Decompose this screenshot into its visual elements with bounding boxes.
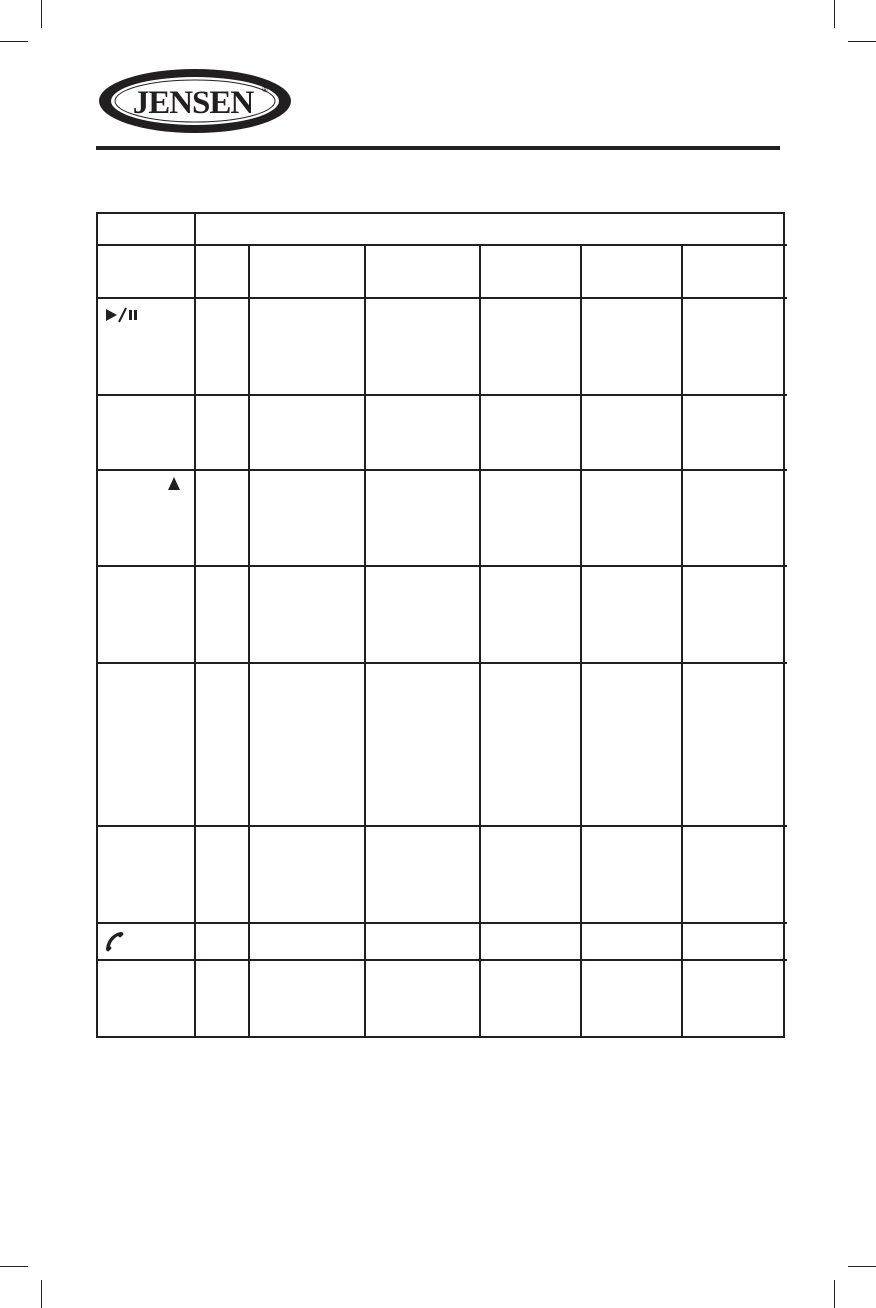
crop-mark-top-right-h — [848, 41, 876, 42]
table-cell — [98, 214, 196, 246]
table-cell — [481, 396, 582, 471]
table-cell — [582, 961, 683, 1037]
eject-icon — [168, 477, 180, 491]
table-cell — [582, 299, 683, 396]
table-cell — [683, 396, 787, 471]
table-cell — [582, 664, 683, 827]
table-cell — [481, 664, 582, 827]
table-cell — [481, 471, 582, 567]
table-cell — [98, 827, 196, 924]
header-rule — [96, 146, 780, 150]
table-cell — [366, 924, 481, 961]
table-cell — [582, 246, 683, 299]
crop-mark-bottom-left-h — [0, 1266, 28, 1267]
table-cell — [582, 567, 683, 664]
table-cell — [98, 246, 196, 299]
jensen-logo — [98, 68, 294, 134]
table-cell — [366, 567, 481, 664]
table-cell — [582, 396, 683, 471]
table-cell — [683, 299, 787, 396]
table-cell — [98, 664, 196, 827]
table-cell — [683, 924, 787, 961]
table-row-label — [98, 299, 196, 396]
crop-mark-top-left-h — [0, 41, 28, 42]
table-cell — [366, 396, 481, 471]
table-cell — [196, 246, 250, 299]
table-cell — [683, 961, 787, 1037]
table-cell — [250, 961, 366, 1037]
table-cell — [250, 827, 366, 924]
crop-mark-bottom-left-v — [41, 1280, 42, 1308]
table-cell — [196, 827, 250, 924]
table-cell — [250, 924, 366, 961]
crop-mark-bottom-right-v — [834, 1280, 835, 1308]
table-cell — [366, 299, 481, 396]
table-cell — [196, 961, 250, 1037]
table-cell — [366, 961, 481, 1037]
table-cell — [683, 246, 787, 299]
table-cell — [196, 471, 250, 567]
table-cell — [683, 471, 787, 567]
table-cell — [250, 246, 366, 299]
table-cell — [250, 396, 366, 471]
table-cell — [481, 924, 582, 961]
table-cell — [683, 827, 787, 924]
table-row-label — [98, 924, 196, 961]
phone-icon — [104, 930, 126, 952]
table-cell — [481, 961, 582, 1037]
table-cell — [98, 396, 196, 471]
table-cell — [366, 246, 481, 299]
crop-mark-bottom-right-h — [848, 1266, 876, 1267]
table-cell — [250, 299, 366, 396]
table-cell — [98, 567, 196, 664]
table-header-span — [196, 214, 787, 246]
function-table — [96, 212, 785, 1038]
table-cell — [481, 827, 582, 924]
table-cell — [250, 567, 366, 664]
table-cell — [366, 664, 481, 827]
table-cell — [481, 567, 582, 664]
crop-mark-top-left-v — [41, 0, 42, 28]
crop-mark-top-right-v — [834, 0, 835, 28]
table-cell — [98, 961, 196, 1037]
table-cell — [366, 471, 481, 567]
table-cell — [250, 471, 366, 567]
table-cell — [683, 567, 787, 664]
table-cell — [481, 246, 582, 299]
table-cell — [481, 299, 582, 396]
table-row-label — [98, 471, 196, 567]
table-cell — [683, 664, 787, 827]
table-cell — [582, 827, 683, 924]
svg-text:®: ® — [262, 85, 268, 94]
table-cell — [250, 664, 366, 827]
table-cell — [196, 567, 250, 664]
table-cell — [366, 827, 481, 924]
table-cell — [196, 924, 250, 961]
table-cell — [582, 471, 683, 567]
table-cell — [582, 924, 683, 961]
svg-text:JENSEN: JENSEN — [132, 85, 254, 121]
table-cell — [196, 396, 250, 471]
play-pause-icon — [106, 307, 140, 323]
table-cell — [196, 664, 250, 827]
table-cell — [196, 299, 250, 396]
